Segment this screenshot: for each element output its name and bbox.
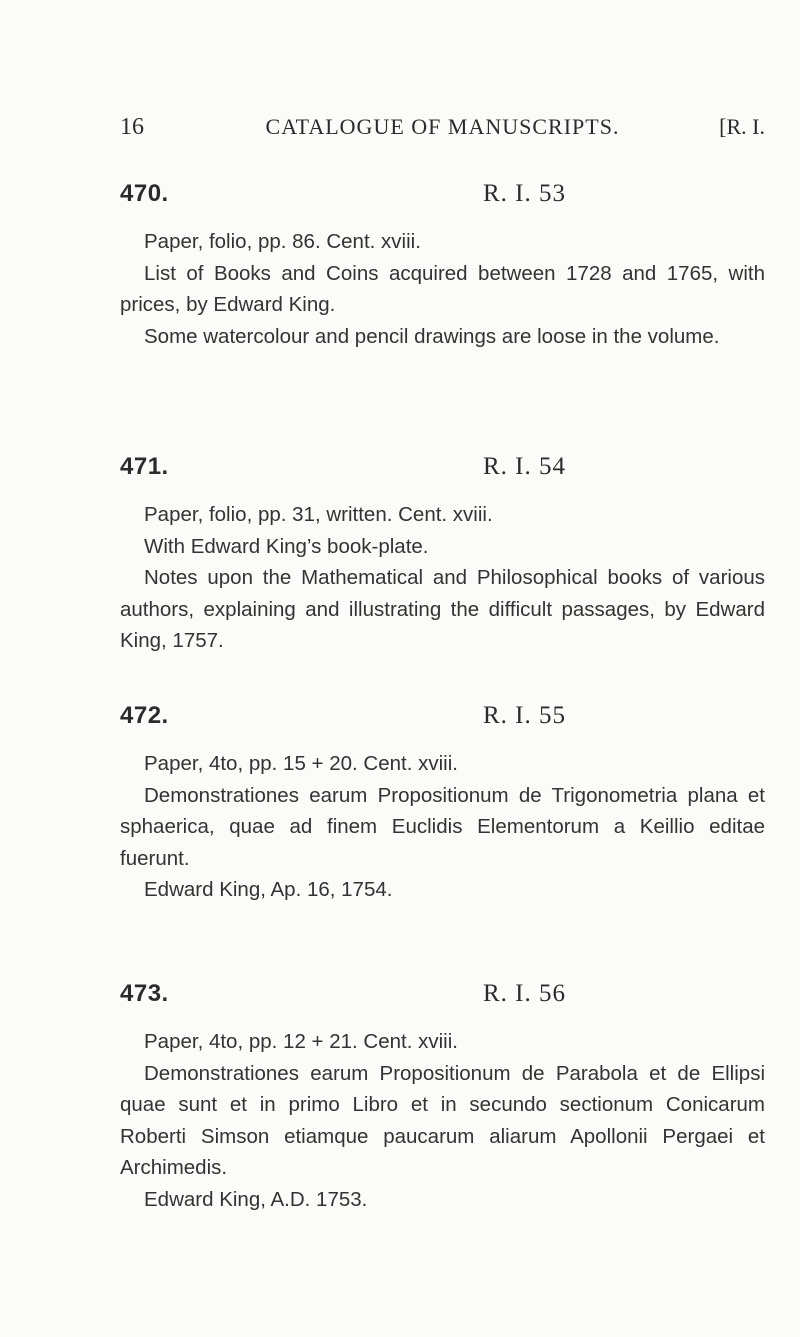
entry-heading xyxy=(120,976,765,1012)
entry-line: Demonstrationes earum Propositionum de Trigonometria plana et sphaerica, quae ad finem Euclidis Elementorum a Keillio editae fuerunt. xyxy=(120,783,765,870)
entry-number: 470. xyxy=(120,180,169,207)
entry-heading xyxy=(120,449,765,485)
entry-heading xyxy=(120,176,765,212)
entry-line: Edward King, A.D. 1753. xyxy=(144,1187,368,1211)
entry-number: 471. xyxy=(120,453,169,480)
entry-line: Edward King, Ap. 16, 1754. xyxy=(144,878,393,901)
entry-description xyxy=(120,1026,765,1215)
entry-line: With Edward King’s book-plate. xyxy=(144,534,429,558)
entry-line: List of Books and Coins acquired between 1728 and 1765, with prices, by Edward King. xyxy=(120,261,765,316)
shelf-mark: R. I. 54 xyxy=(483,453,566,480)
page-number: 16 xyxy=(120,114,144,140)
entry-number: 473. xyxy=(120,980,169,1007)
entry-line: Paper, 4to, pp. 15 + 20. Cent. xviii. xyxy=(144,752,458,775)
entry-description xyxy=(120,748,765,906)
entry-line: Demonstrationes earum Propositionum de Parabola et de Ellipsi quae sunt et in primo Libro et in secundo sectionum Conicarum Roberti Simson etiamque paucarum aliarum Apollonii Pergaei et Archimedis. xyxy=(120,1061,765,1179)
shelf-mark: R. I. 56 xyxy=(483,980,566,1007)
entry-line: Notes upon the Mathematical and Philosophical books of various authors, explaining and illustrating the difficult passages, by Edward King, 1757. xyxy=(120,566,765,652)
entry-line: Paper, folio, pp. 31, written. Cent. xviii. xyxy=(144,503,493,526)
running-header xyxy=(120,112,765,142)
entry-description xyxy=(120,499,765,657)
header-section-ref: [R. I. xyxy=(719,114,765,139)
entry-description xyxy=(120,226,765,352)
catalogue-entry-471 xyxy=(120,449,765,657)
catalogue-entry-473 xyxy=(120,976,765,1215)
entry-line: Some watercolour and pencil drawings are loose in the volume. xyxy=(144,324,720,348)
header-title: CATALOGUE OF MANUSCRIPTS. xyxy=(265,114,620,139)
catalogue-entry-470 xyxy=(120,176,765,352)
shelf-mark: R. I. 53 xyxy=(483,180,566,207)
catalogue-entry-472 xyxy=(120,698,765,906)
entry-heading xyxy=(120,698,765,734)
entry-number: 472. xyxy=(120,702,169,729)
entry-line: Paper, folio, pp. 86. Cent. xviii. xyxy=(144,230,421,253)
shelf-mark: R. I. 55 xyxy=(483,702,566,729)
entry-line: Paper, 4to, pp. 12 + 21. Cent. xviii. xyxy=(144,1030,458,1053)
